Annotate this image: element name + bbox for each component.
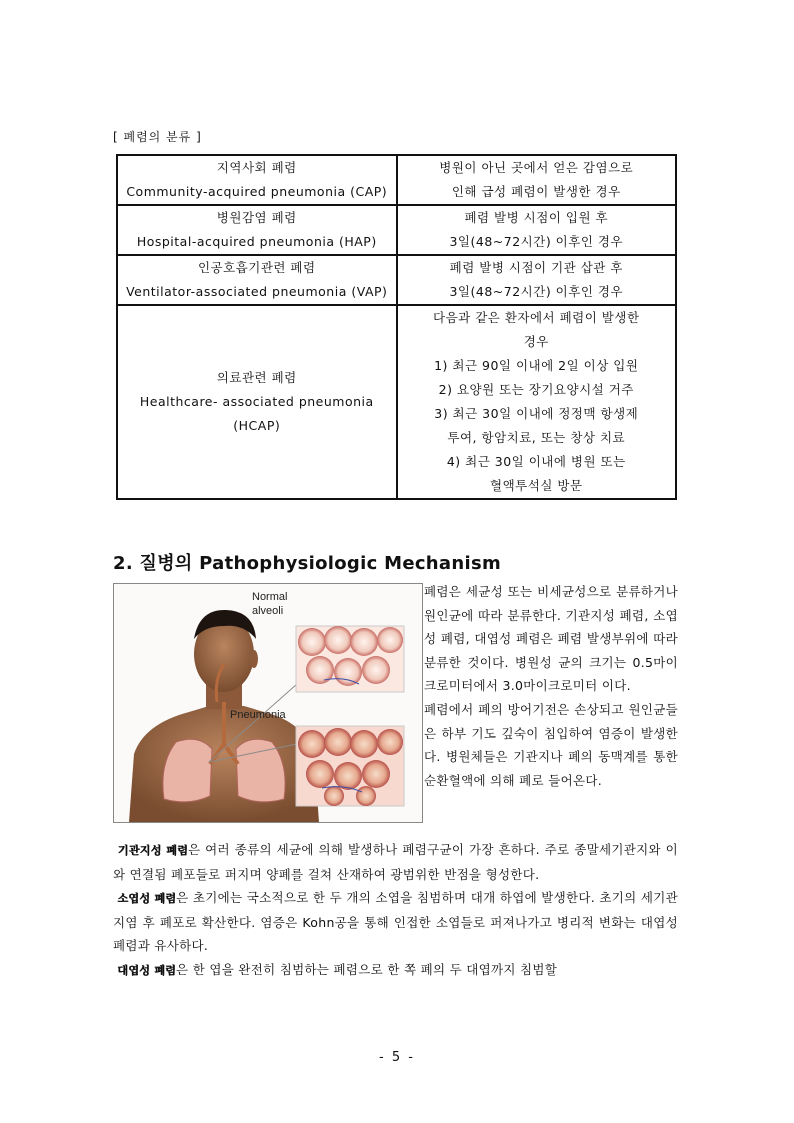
side-paragraph: 폐렴은 세균성 또는 비세균성으로 분류하거나 원인균에 따라 분류한다. 기관지성 폐렴, 소엽성 폐렴, 대엽성 폐렴은 폐렴 발생부위에 따라 분류한 것이다. 병원성 균의 크기는 0.5마이크로미터에서 3.0마이크로미터 이다. bbox=[424, 584, 678, 694]
term-lobular-pneumonia: 소엽성 폐렴 bbox=[117, 892, 177, 906]
label-pneumonia: Pneumonia bbox=[230, 709, 286, 721]
section-heading: 2. 질병의 Pathophysiologic Mechanism bbox=[113, 553, 502, 574]
side-paragraphs bbox=[424, 580, 678, 792]
label-normal-alveoli: Normal alveoli bbox=[252, 591, 288, 617]
table-row bbox=[117, 205, 676, 255]
term-lobar-pneumonia: 대엽성 폐렴 bbox=[117, 963, 177, 977]
table-row bbox=[117, 305, 676, 499]
type-cell: 병원감염 폐렴 Hospital-acquired pneumonia (HAP) bbox=[117, 205, 397, 255]
description-cell: 폐렴 발병 시점이 입원 후 3일(48~72시간) 이후인 경우 bbox=[397, 205, 676, 255]
type-cell: 인공호흡기관련 폐렴 Ventilator-associated pneumonia (VAP) bbox=[117, 255, 397, 305]
body-paragraphs bbox=[113, 838, 678, 983]
description-cell: 병원이 아닌 곳에서 얻은 감염으로 인해 급성 폐렴이 발생한 경우 bbox=[397, 155, 676, 205]
pneumonia-illustration bbox=[113, 583, 423, 823]
body-paragraph: 대엽성 폐렴은 한 엽을 완전히 침범하는 폐렴으로 한 쪽 폐의 두 대엽까지 침범할 bbox=[117, 961, 558, 977]
section-label: [ 폐렴의 분류 ] bbox=[113, 130, 202, 144]
table-row bbox=[117, 255, 676, 305]
page-number: - 5 - bbox=[379, 1050, 415, 1065]
side-paragraph: 폐렴에서 폐의 방어기전은 손상되고 원인균들은 하부 기도 깊숙이 침입하여 염증이 발생한다. 병원체들은 기관지나 폐의 동맥계를 통한 순환혈액에 의해 폐로 들어온다. bbox=[424, 701, 678, 788]
type-cell: 의료관련 폐렴 Healthcare- associated pneumonia (HCAP) bbox=[117, 305, 397, 499]
type-cell: 지역사회 폐렴 Community-acquired pneumonia (CAP) bbox=[117, 155, 397, 205]
alveoli-illustration-svg bbox=[114, 584, 422, 822]
description-cell: 폐렴 발병 시점이 기관 삽관 후 3일(48~72시간) 이후인 경우 bbox=[397, 255, 676, 305]
body-paragraph: 소엽성 폐렴은 초기에는 국소적으로 한 두 개의 소엽을 침범하며 대개 하엽에 발생한다. 초기의 세기관지염 후 폐포로 확산한다. 염증은 Kohn공을 통해 인접한 소엽들로 퍼져나가고 병리적 변화는 대엽성 폐렴과 유사하다. bbox=[113, 890, 678, 954]
body-paragraph: 기관지성 폐렴은 여러 종류의 세균에 의해 발생하나 폐렴구균이 가장 흔하다. 주로 종말세기관지와 이와 연결됨 폐포들로 퍼지며 양폐를 걸쳐 산재하여 광범위한 반점을 형성한다. bbox=[113, 842, 678, 882]
pneumonia-classification-table bbox=[116, 154, 677, 500]
normal-alveoli-panel bbox=[296, 626, 404, 692]
term-bronchopneumonia: 기관지성 폐렴 bbox=[117, 844, 188, 857]
pneumonia-alveoli-panel bbox=[296, 726, 404, 806]
description-cell: 다음과 같은 환자에서 폐렴이 발생한 경우 1) 최근 90일 이내에 2일 이상 입원 2) 요양원 또는 장기요양시설 거주 3) 최근 30일 이내에 정정맥 항생제 투여, 항암치료, 또는 창상 치료 4) 최근 30일 이내에 병원 또는 혈액투석실 방문 bbox=[397, 305, 676, 499]
table-row bbox=[117, 155, 676, 205]
